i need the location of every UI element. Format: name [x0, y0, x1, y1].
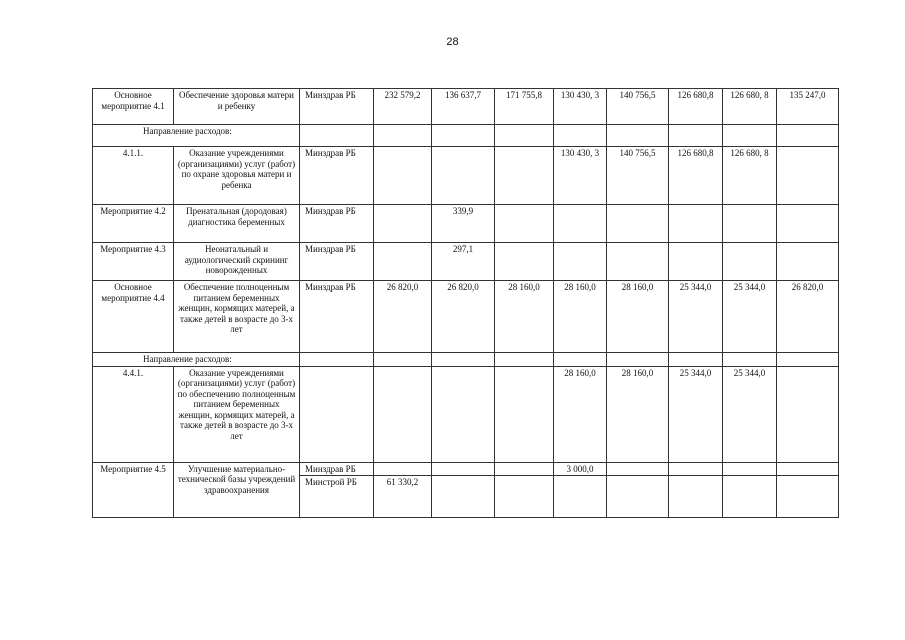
value-cell: [374, 205, 432, 243]
value-cell: [607, 205, 669, 243]
value-cell: [495, 462, 554, 476]
value-cell: [723, 462, 777, 476]
empty-cell: [432, 353, 495, 367]
name-cell: Оказание учреждениями (организациями) услуг (работ) по охране здоровья матери и ребенка: [174, 147, 300, 205]
empty-cell: [723, 125, 777, 147]
executor-cell: Минздрав РБ: [300, 462, 374, 476]
value-cell: [669, 476, 723, 518]
value-cell: [432, 476, 495, 518]
empty-cell: [554, 353, 607, 367]
empty-cell: [374, 125, 432, 147]
table-row: [93, 462, 839, 476]
executor-cell: Минздрав РБ: [300, 205, 374, 243]
value-cell: [374, 243, 432, 281]
value-cell: [432, 147, 495, 205]
table-row: [93, 243, 839, 281]
value-cell: 3 000,0: [554, 462, 607, 476]
value-cell: [777, 366, 839, 462]
name-cell: Пренатальная (дородовая) диагностика беременных: [174, 205, 300, 243]
table-row: [93, 353, 839, 367]
name-cell: Неонатальный и аудиологический скрининг новорожденных: [174, 243, 300, 281]
value-cell: [432, 366, 495, 462]
item-cell: 4.1.1.: [93, 147, 174, 205]
name-cell: Оказание учреждениями (организациями) услуг (работ) по обеспечению полноценным питанием беременных женщин, кормящих матерей, а также детей в возрасте до 3-х лет: [174, 366, 300, 462]
table-row: [93, 281, 839, 353]
value-cell: 26 820,0: [374, 281, 432, 353]
value-cell: 130 430, 3: [554, 89, 607, 125]
executor-cell: Минстрой РБ: [300, 476, 374, 518]
value-cell: [495, 147, 554, 205]
value-cell: 25 344,0: [723, 366, 777, 462]
value-cell: [777, 462, 839, 476]
empty-cell: [495, 125, 554, 147]
value-cell: 25 344,0: [723, 281, 777, 353]
value-cell: 126 680, 8: [723, 89, 777, 125]
table-row: [93, 89, 839, 125]
empty-cell: [554, 125, 607, 147]
value-cell: [607, 476, 669, 518]
value-cell: 140 756,5: [607, 147, 669, 205]
value-cell: [554, 243, 607, 281]
value-cell: [777, 205, 839, 243]
value-cell: 25 344,0: [669, 281, 723, 353]
value-cell: [669, 205, 723, 243]
empty-cell: [432, 125, 495, 147]
page-number: 28: [446, 36, 459, 48]
empty-cell: [607, 125, 669, 147]
value-cell: 26 820,0: [777, 281, 839, 353]
executor-cell: Минздрав РБ: [300, 89, 374, 125]
value-cell: 135 247,0: [777, 89, 839, 125]
empty-cell: [300, 125, 374, 147]
value-cell: 25 344,0: [669, 366, 723, 462]
executor-cell: Минздрав РБ: [300, 243, 374, 281]
item-cell: Основное мероприятие 4.4: [93, 281, 174, 353]
empty-cell: [777, 125, 839, 147]
empty-cell: [669, 125, 723, 147]
value-cell: [607, 243, 669, 281]
table-row: [93, 366, 839, 462]
value-cell: [495, 366, 554, 462]
empty-cell: [669, 353, 723, 367]
value-cell: 28 160,0: [607, 366, 669, 462]
value-cell: [723, 476, 777, 518]
value-cell: 140 756,5: [607, 89, 669, 125]
value-cell: [374, 366, 432, 462]
value-cell: 28 160,0: [607, 281, 669, 353]
executor-cell: [300, 366, 374, 462]
value-cell: [495, 476, 554, 518]
table-row: [93, 125, 839, 147]
value-cell: [554, 476, 607, 518]
value-cell: 126 680, 8: [723, 147, 777, 205]
value-cell: [432, 462, 495, 476]
value-cell: [723, 205, 777, 243]
value-cell: 126 680,8: [669, 89, 723, 125]
direction-label: Направление расходов:: [93, 353, 300, 367]
value-cell: [374, 462, 432, 476]
value-cell: 171 755,8: [495, 89, 554, 125]
value-cell: [777, 476, 839, 518]
value-cell: [777, 147, 839, 205]
value-cell: 26 820,0: [432, 281, 495, 353]
name-cell: Обеспечение здоровья матери и ребенку: [174, 89, 300, 125]
item-cell: Мероприятие 4.2: [93, 205, 174, 243]
budget-table: [92, 88, 839, 518]
empty-cell: [300, 353, 374, 367]
value-cell: 126 680,8: [669, 147, 723, 205]
value-cell: [495, 243, 554, 281]
empty-cell: [374, 353, 432, 367]
name-cell: Обеспечение полноценным питанием беременных женщин, кормящих матерей, а также детей в возрасте до 3-х лет: [174, 281, 300, 353]
item-cell: 4.4.1.: [93, 366, 174, 462]
value-cell: [669, 243, 723, 281]
value-cell: 297,1: [432, 243, 495, 281]
value-cell: 28 160,0: [554, 366, 607, 462]
value-cell: 28 160,0: [554, 281, 607, 353]
empty-cell: [777, 353, 839, 367]
value-cell: 61 330,2: [374, 476, 432, 518]
value-cell: [554, 205, 607, 243]
item-cell: Основное мероприятие 4.1: [93, 89, 174, 125]
value-cell: 130 430, 3: [554, 147, 607, 205]
table-row: [93, 147, 839, 205]
value-cell: 339,9: [432, 205, 495, 243]
item-cell: Мероприятие 4.3: [93, 243, 174, 281]
executor-cell: Минздрав РБ: [300, 281, 374, 353]
item-cell: Мероприятие 4.5: [93, 462, 174, 518]
name-cell: Улучшение материально-технической базы учреждений здравоохранения: [174, 462, 300, 518]
value-cell: 232 579,2: [374, 89, 432, 125]
value-cell: [777, 243, 839, 281]
value-cell: [607, 462, 669, 476]
value-cell: [723, 243, 777, 281]
direction-label: Направление расходов:: [93, 125, 300, 147]
value-cell: [495, 205, 554, 243]
empty-cell: [495, 353, 554, 367]
table-row: [93, 205, 839, 243]
empty-cell: [723, 353, 777, 367]
value-cell: 136 637,7: [432, 89, 495, 125]
executor-cell: Минздрав РБ: [300, 147, 374, 205]
empty-cell: [607, 353, 669, 367]
value-cell: [374, 147, 432, 205]
value-cell: [669, 462, 723, 476]
value-cell: 28 160,0: [495, 281, 554, 353]
